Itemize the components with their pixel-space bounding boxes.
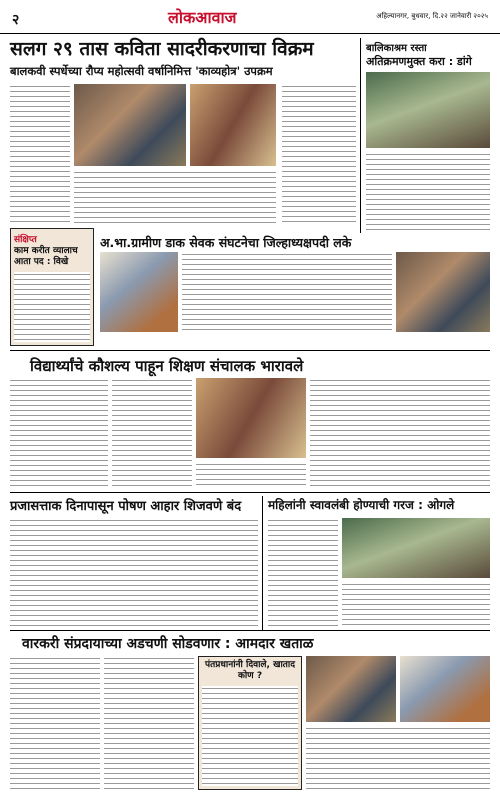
story3-column-1 [10,378,108,488]
story3-photo [196,378,306,458]
story1-photo-1 [74,84,186,166]
sidebar1-body [366,152,490,232]
story5-headline: महिलांनी स्वावलंबी होण्याची गरज : ओगले [268,498,455,512]
story2-body [182,252,392,332]
newspaper-brand: लोकआवाज [168,8,237,27]
section-rule [10,350,490,351]
box1-headline: काम करीत व्यालाच आता पद : विखे [14,246,78,267]
page-number: २ [12,12,20,28]
story2-photo-2 [396,252,490,332]
story1-column-3 [282,84,356,224]
story3-headline: विद्यार्थ्यांचे कौशल्य पाहून शिक्षण संचालक भारावले [30,357,304,375]
story6-column-1 [10,656,100,790]
sidebar1-kicker: बालिकाश्रम रस्ता [366,43,427,54]
story1-body [74,170,276,224]
story6-body [306,726,490,790]
story6-photo-2 [400,656,490,722]
story4-body [10,518,258,626]
dateline: अहिल्यानगर, बुधवार, दि.२२ जानेवारी २०२५ [376,12,488,20]
box1-kicker: संक्षिप्त [14,235,37,245]
story2-headline: अ.भा.ग्रामीण डाक सेवक संघटनेचा जिल्हाध्यक्षपदी लके [100,235,352,250]
section-rule-2 [10,492,490,493]
story4-headline: प्रजासत्ताक दिनापासून पोषण आहार शिजवणे बंद [10,499,242,514]
story1-column-1 [10,84,70,224]
story3-caption [196,462,306,488]
box2-headline: पंतप्रधानांनी दिवाले, खाताद कोण ? [204,660,296,681]
sidebar1-photo [366,72,490,148]
story1-subhead: बालकवी स्पर्धेच्या रौप्य महोत्सवी वर्षानिमित्त 'काव्यहोत्र' उपक्रम [10,64,273,78]
column-divider [360,38,361,233]
sidebar1-headline: अतिक्रमणमुक्त करा : डांगे [366,55,472,68]
box2-body [202,686,298,786]
story5-column [268,518,338,626]
story6-photo-1 [306,656,396,722]
story3-column-3 [310,378,490,488]
story6-column-2 [104,656,194,790]
story1-headline: सलग २९ तास कविता सादरीकरणाचा विक्रम [10,38,314,60]
column-divider-2 [262,496,263,630]
story2-photo-1 [100,252,178,332]
story6-headline: वारकरी संप्रदायाच्या अडचणी सोडवणार : आमदार खताळ [22,636,314,652]
story1-photo-2 [190,84,276,166]
box1-body [14,272,90,342]
story3-column-2 [112,378,192,488]
section-rule-3 [10,630,490,631]
story5-body [342,582,490,626]
story5-photo [342,518,490,578]
